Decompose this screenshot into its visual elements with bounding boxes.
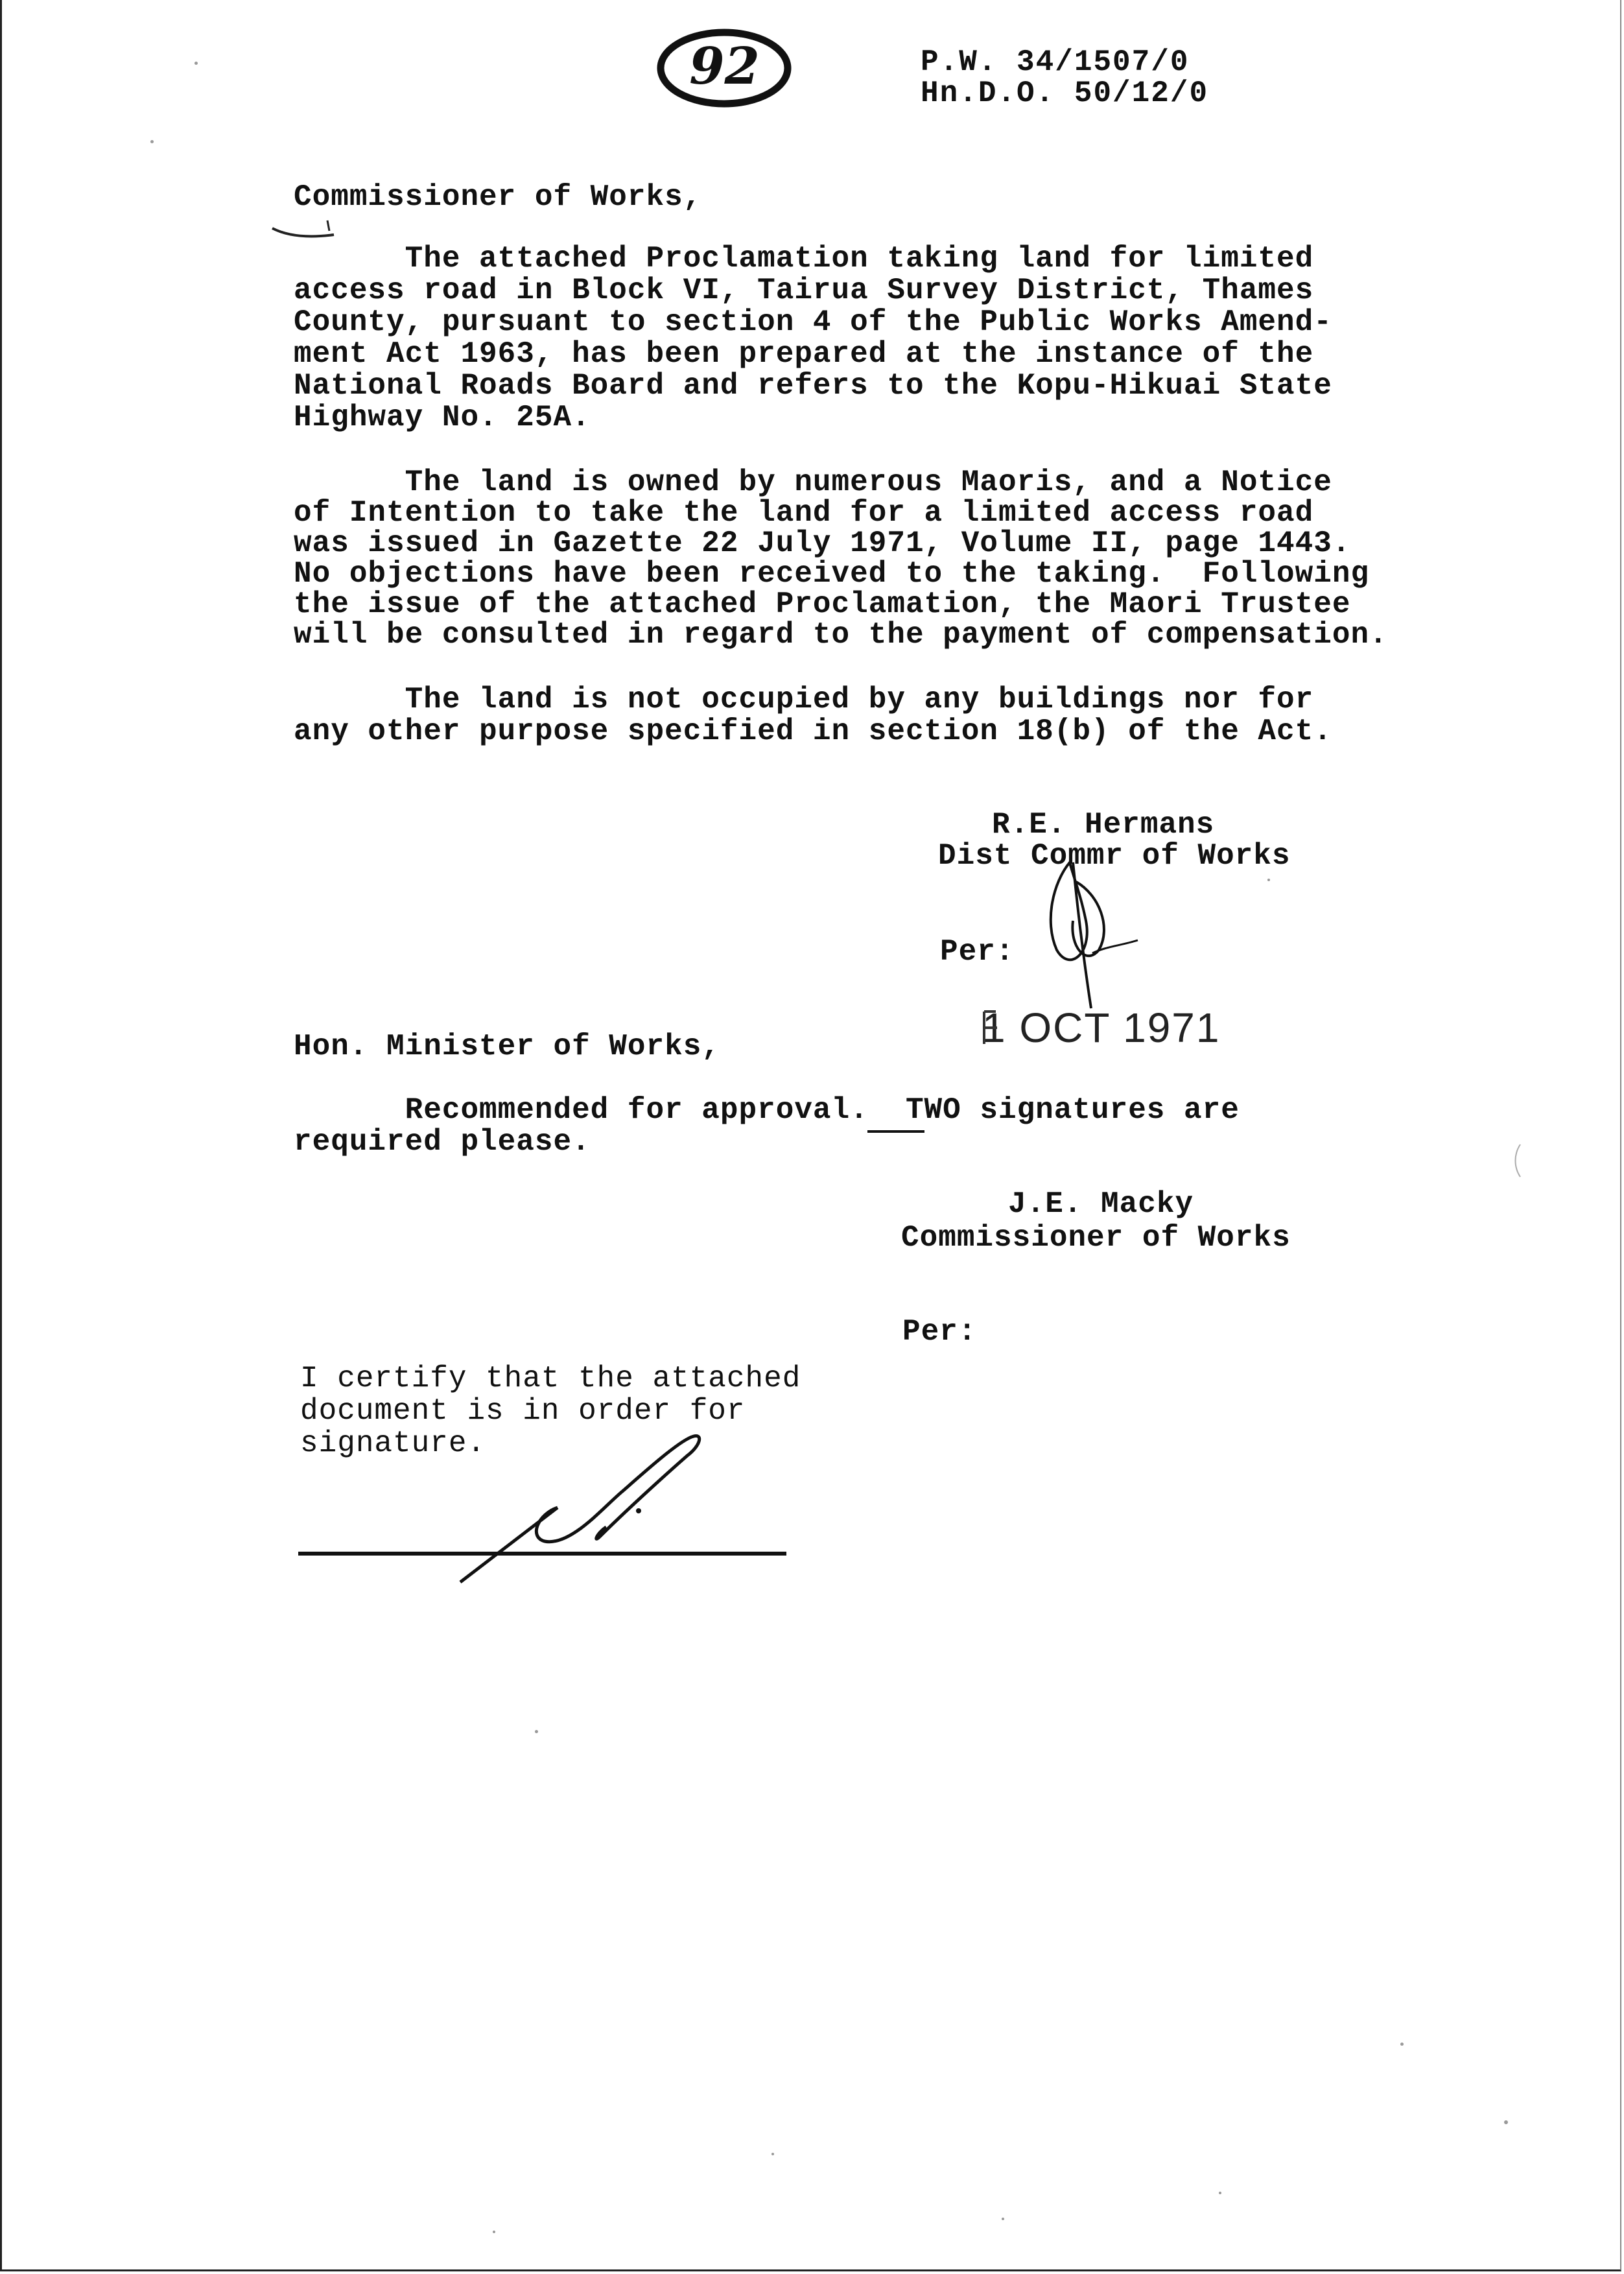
memo1-para1-line: access road in Block VI, Tairua Survey District, Thames xyxy=(294,274,1314,307)
memo1-para1-line: Highway No. 25A. xyxy=(294,401,591,434)
memo2-addressee: Hon. Minister of Works, xyxy=(294,1030,720,1063)
scan-speck xyxy=(493,2231,495,2233)
memo1-addressee: Commissioner of Works, xyxy=(294,180,702,214)
scan-speck xyxy=(771,2153,774,2155)
memo1-para2-line: the issue of the attached Proclamation, the Maori Trustee xyxy=(294,587,1351,621)
file-reference-2: Hn.D.O. 50/12/0 xyxy=(921,77,1209,110)
memo2-per-label: Per: xyxy=(902,1315,977,1349)
memo1-para2-line: was issued in Gazette 22 July 1971, Volume II, page 1443. xyxy=(294,527,1351,560)
memo1-para2-line: will be consulted in regard to the payment of compensation. xyxy=(294,618,1388,652)
memo1-para2-line: of Intention to take the land for a limited access road xyxy=(294,496,1314,530)
folio-stamp xyxy=(655,23,794,113)
memo2-signer-title: Commissioner of Works xyxy=(901,1221,1291,1255)
two-underline xyxy=(867,1130,924,1133)
certification-line: signature. xyxy=(300,1427,486,1460)
memo1-per-label: Per: xyxy=(940,935,1015,969)
memo1-signer-title: Dist Commr of Works xyxy=(938,839,1291,873)
memo1-para2-line: No objections have been received to the taking. Following xyxy=(294,557,1370,591)
memo1-para1-line: The attached Proclamation taking land for limited xyxy=(294,242,1314,276)
scan-speck xyxy=(1267,879,1270,881)
memo2-signer-name: J.E. Macky xyxy=(1008,1187,1194,1221)
handwritten-signature-1 xyxy=(1008,843,1151,1012)
certification-line: document is in order for xyxy=(300,1394,746,1428)
memo1-para1-line: County, pursuant to section 4 of the Public Works Amend- xyxy=(294,305,1332,339)
scan-speck xyxy=(1219,2192,1221,2194)
memo2-body-line: required please. xyxy=(294,1125,591,1159)
scan-edge-mark xyxy=(1511,1141,1524,1180)
date-stamp: 1 OCT 1971 xyxy=(982,1004,1221,1051)
memo1-para1-line: National Roads Board and refers to the Kopu-Hikuai State xyxy=(294,369,1332,403)
scan-speck xyxy=(1504,2120,1508,2124)
memo2-body-line: Recommended for approval. TWO signatures are xyxy=(294,1093,1240,1127)
memo1-para1-line: ment Act 1963, has been prepared at the instance of the xyxy=(294,337,1314,371)
memo1-para3-line: The land is not occupied by any buildings nor for xyxy=(294,683,1314,717)
memo1-para3-line: any other purpose specified in section 18(b) of the Act. xyxy=(294,715,1332,748)
stamp-mark-icon xyxy=(978,1008,1004,1047)
file-reference-1: P.W. 34/1507/0 xyxy=(921,45,1190,79)
memo1-signer-name: R.E. Hermans xyxy=(992,808,1215,842)
scan-speck xyxy=(194,62,198,65)
handwritten-signature-2 xyxy=(447,1417,746,1585)
scan-speck xyxy=(1400,2043,1404,2046)
certification-line: I certify that the attached xyxy=(300,1362,801,1395)
scan-speck xyxy=(150,140,154,143)
scan-speck xyxy=(1002,2218,1004,2220)
memo1-para2-line: The land is owned by numerous Maoris, and a Notice xyxy=(294,466,1332,499)
signature-line xyxy=(298,1552,786,1556)
folio-number: 92 xyxy=(689,37,760,96)
scan-speck xyxy=(535,1730,538,1733)
